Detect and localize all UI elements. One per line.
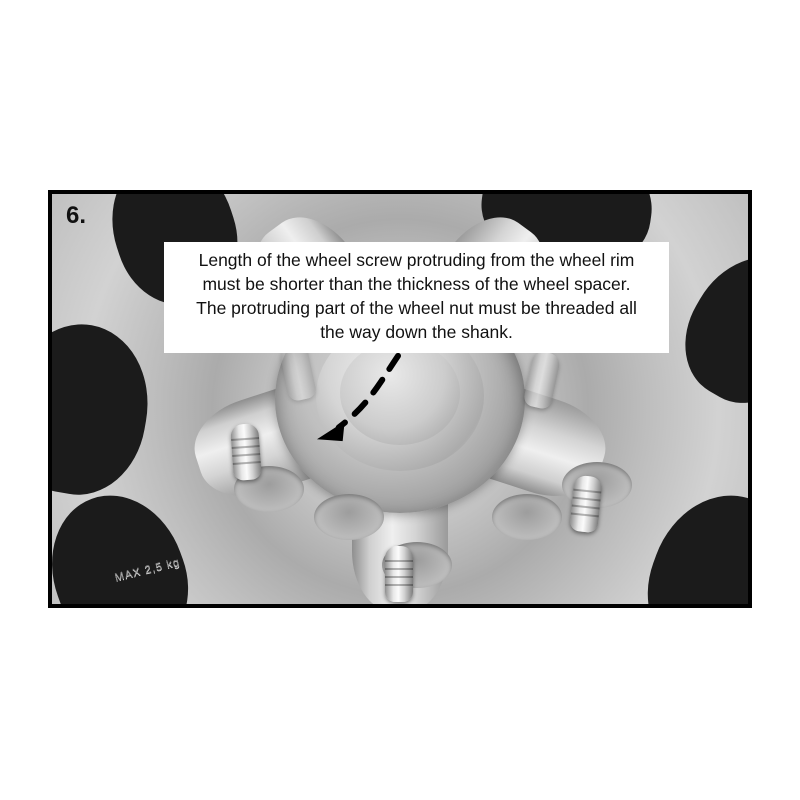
wheel-stud-highlighted <box>230 423 262 481</box>
spoke-gap <box>627 475 752 608</box>
instruction-panel <box>48 190 752 608</box>
caption-line-2: must be shorter than the thickness of the wheel spacer. <box>202 274 631 295</box>
wheel-stud <box>569 475 603 534</box>
instruction-caption <box>164 242 669 353</box>
caption-line-3: The protruding part of the wheel nut must be threaded all <box>196 298 637 319</box>
spoke-gap <box>663 234 752 424</box>
caption-line-1: Length of the wheel screw protruding from the wheel rim <box>198 250 635 270</box>
caption-line-4: the way down the shank. <box>320 322 513 343</box>
bolt-well <box>492 494 562 540</box>
rim-emboss-label: MAX 2,5 kg <box>113 556 182 584</box>
spoke-gap <box>48 477 207 608</box>
spoke-gap <box>48 313 161 505</box>
hub-center-cap <box>340 341 460 445</box>
wheel-stud <box>385 546 413 602</box>
step-number: 6. <box>66 202 87 229</box>
bolt-well <box>314 494 384 540</box>
